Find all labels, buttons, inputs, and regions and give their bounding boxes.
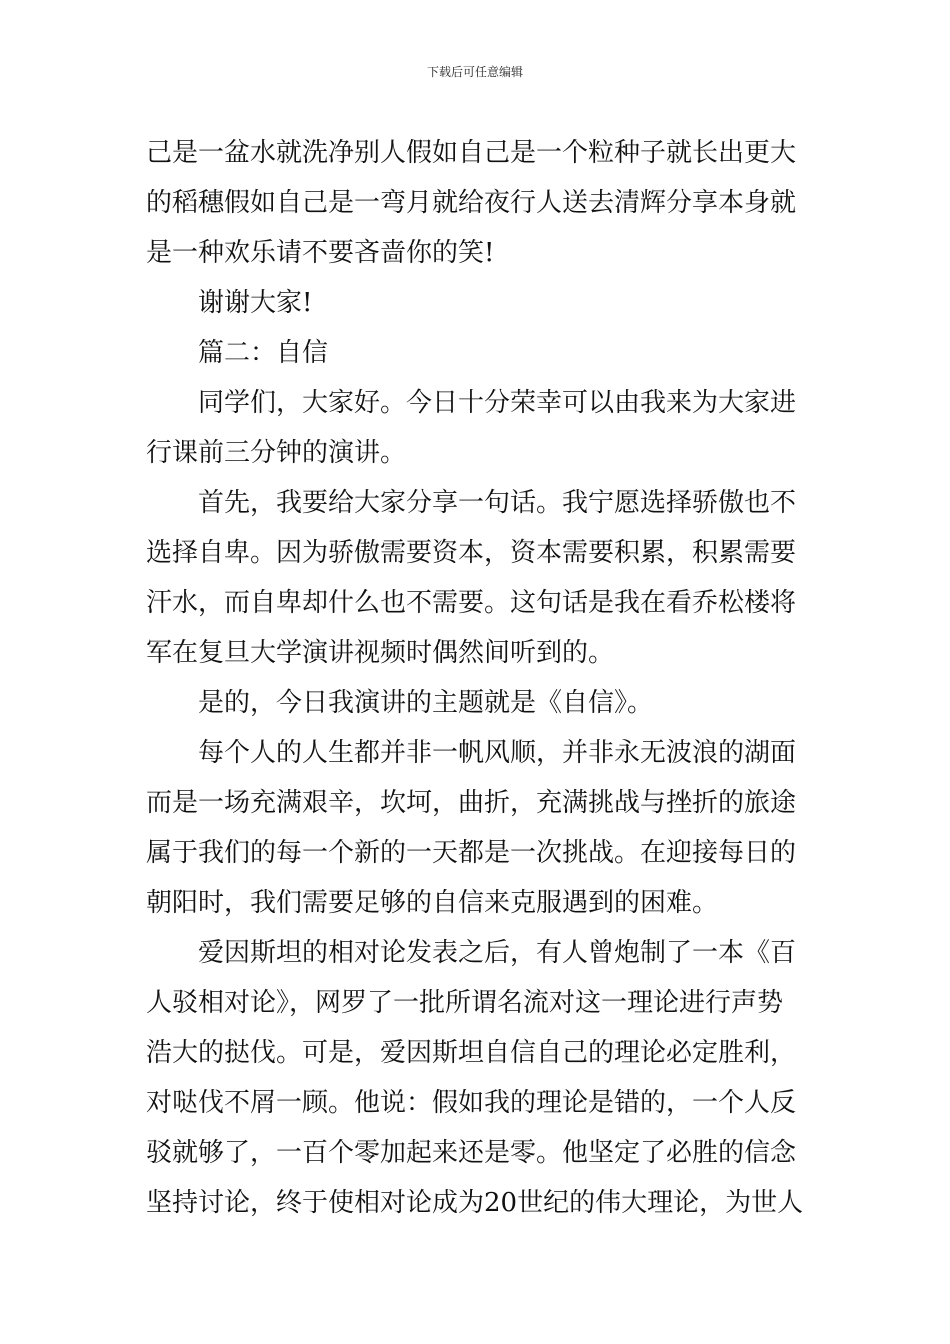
text-line: 属于我们的每一个新的一天都是一次挑战。在迎接每日的 [146,838,797,868]
text-line: 谢谢大家! [198,288,313,318]
text-line: 是的，今日我演讲的主题就是《自信》。 [198,688,654,718]
text-line: 坚持讨论，终于使相对论成为20世纪的伟大理论，为世人 [146,1188,804,1218]
text-line: 是一种欢乐请不要吝啬你的笑! [146,238,495,268]
document-body [146,128,810,1228]
text-line: 而是一场充满艰辛，坎坷，曲折，充满挑战与挫折的旅途 [146,788,797,818]
text-line: 军在复旦大学演讲视频时偶然间听到的。 [146,638,615,668]
text-line: 同学们，大家好。今日十分荣幸可以由我来为大家进 [198,388,797,418]
text-line: 汗水，而自卑却什么也不需要。这句话是我在看乔松楼将 [146,588,797,618]
text-line: 首先，我要给大家分享一句话。我宁愿选择骄傲也不 [198,488,797,518]
text-line: 驳就够了，一百个零加起来还是零。他坚定了必胜的信念 [146,1138,797,1168]
text-line: 选择自卑。因为骄傲需要资本，资本需要积累，积累需要 [146,538,797,568]
text-line: 每个人的人生都并非一帆风顺，并非永无波浪的湖面 [198,738,797,768]
text-line: 爱因斯坦的相对论发表之后，有人曾炮制了一本《百 [198,938,797,968]
page-header: 下载后可任意编辑 [426,65,523,79]
text-line: 己是一盆水就洗净别人假如自己是一个粒种子就长出更大 [146,138,797,168]
text-line: 的稻穗假如自己是一弯月就给夜行人送去清辉分享本身就 [146,188,797,218]
text-line: 朝阳时，我们需要足够的自信来克服遇到的困难。 [146,888,719,918]
text-line: 对哒伐不屑一顾。他说：假如我的理论是错的，一个人反 [146,1088,797,1118]
text-line: 人驳相对论》，网罗了一批所谓名流对这一理论进行声势 [146,988,784,1018]
section-heading: 篇二：自信 [198,338,329,368]
text-line: 浩大的挞伐。可是，爱因斯坦自信自己的理论必定胜利， [146,1038,797,1068]
text-line: 行课前三分钟的演讲。 [146,438,407,468]
